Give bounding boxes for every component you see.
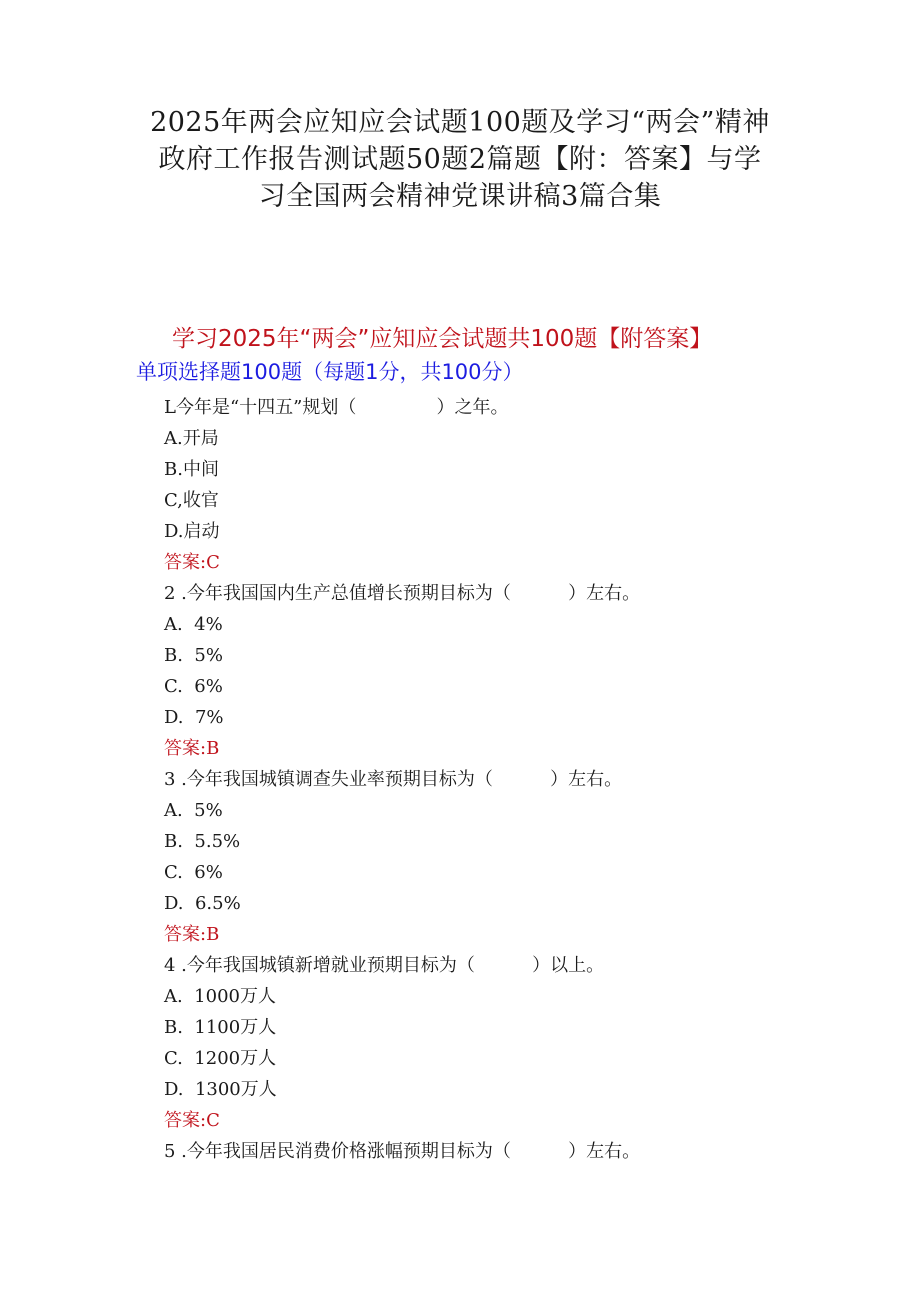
section-heading: 学习2025年“两会”应知应会试题共100题【附答案】 bbox=[172, 326, 713, 352]
question-2-answer: 答案:B bbox=[164, 738, 220, 759]
question-3-stem: 3 .今年我国城镇调查失业率预期目标为（ ）左右。 bbox=[164, 769, 623, 790]
question-2-stem: 2 .今年我国国内生产总值增长预期目标为（ ）左右。 bbox=[164, 583, 641, 604]
question-2-option-c: C. 6% bbox=[164, 676, 223, 697]
question-1-stem: L今年是“十四五”规划（ ）之年。 bbox=[164, 397, 509, 418]
question-2-option-a: A. 4% bbox=[164, 614, 223, 635]
question-3-option-d: D. 6.5% bbox=[164, 893, 241, 914]
question-1-option-b: B.中间 bbox=[164, 459, 219, 480]
question-type-subheading: 单项选择题100题（每题1分，共100分） bbox=[136, 360, 524, 384]
question-4-option-b: B. 1100万人 bbox=[164, 1017, 277, 1038]
document-title bbox=[120, 104, 800, 215]
question-5-stem: 5 .今年我国居民消费价格涨幅预期目标为（ ）左右。 bbox=[164, 1141, 641, 1162]
question-1-option-c: C,收官 bbox=[164, 490, 219, 511]
question-1-answer: 答案:C bbox=[164, 552, 220, 573]
question-1-option-a: A.开局 bbox=[164, 428, 219, 449]
question-4-answer: 答案:C bbox=[164, 1110, 220, 1131]
question-4-option-a: A. 1000万人 bbox=[164, 986, 276, 1007]
question-4-option-d: D. 1300万人 bbox=[164, 1079, 277, 1100]
title-line-2: 政府工作报告测试题50题2篇题【附：答案】与学 bbox=[158, 144, 762, 175]
title-line-1: 2025年两会应知应会试题100题及学习“两会”精神 bbox=[150, 107, 770, 138]
question-2-option-b: B. 5% bbox=[164, 645, 223, 666]
question-4-stem: 4 .今年我国城镇新增就业预期目标为（ ）以上。 bbox=[164, 955, 605, 976]
question-4-option-c: C. 1200万人 bbox=[164, 1048, 277, 1069]
question-3-answer: 答案:B bbox=[164, 924, 220, 945]
question-3-option-a: A. 5% bbox=[164, 800, 223, 821]
question-1-option-d: D.启动 bbox=[164, 521, 220, 542]
question-3-option-c: C. 6% bbox=[164, 862, 223, 883]
question-2-option-d: D. 7% bbox=[164, 707, 224, 728]
question-list bbox=[164, 392, 864, 1167]
question-3-option-b: B. 5.5% bbox=[164, 831, 241, 852]
title-line-3: 习全国两会精神党课讲稿3篇合集 bbox=[258, 181, 662, 212]
